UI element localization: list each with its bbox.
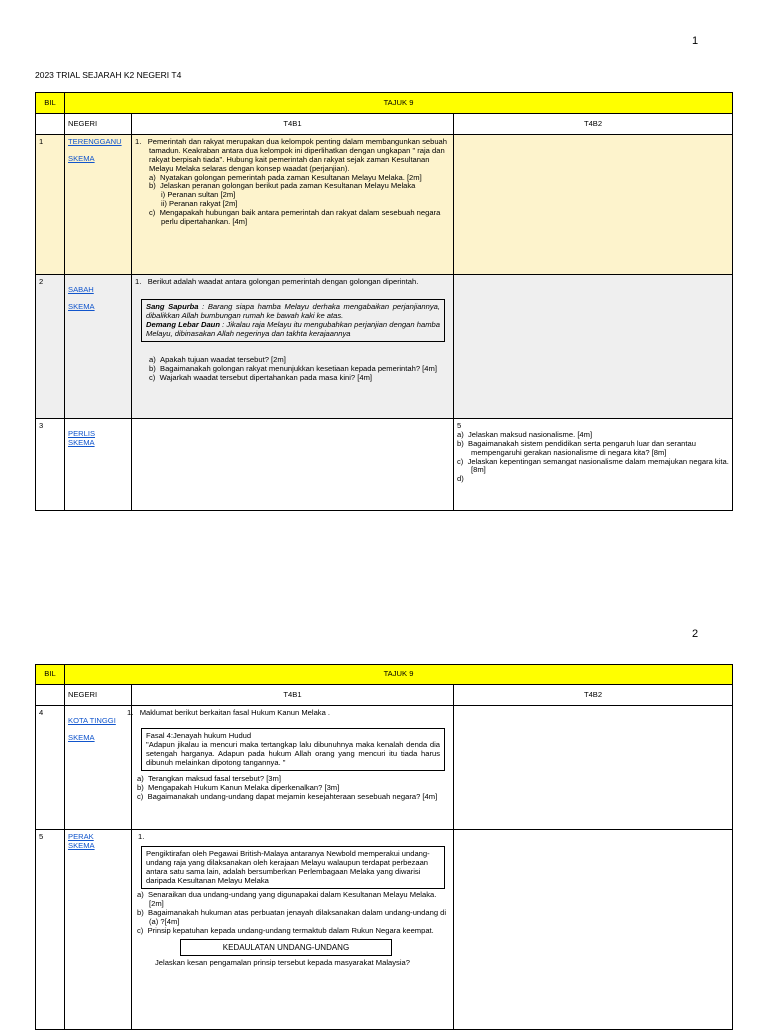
question-number: 1. [135, 137, 142, 146]
part-label: a) [457, 429, 464, 439]
negeri-link-sabah[interactable]: SABAH [68, 285, 94, 294]
part-label: c) [137, 925, 144, 935]
part-label: a) [137, 774, 144, 784]
question-number: 5 [457, 421, 462, 430]
header-negeri: NEGERI [65, 685, 132, 706]
tajuk-table-page2 [35, 664, 733, 1030]
part-text: Terangkan maksud fasal tersebut? [3m] [148, 774, 281, 784]
negeri-link-perlis[interactable]: PERLIS [68, 429, 96, 438]
negeri-cell [65, 135, 132, 275]
page-number: 2 [692, 628, 699, 640]
part-text: Senaraikan dua undang-undang yang digunapakai dalam Kesultanan Melayu Melaka.[2m] [148, 890, 437, 909]
fasal-box [141, 728, 445, 772]
header-t4b1: T4B1 [132, 685, 454, 706]
negeri-link-terengganu[interactable]: TERENGGANU [68, 137, 122, 146]
part-text: Mengapakah hubungan baik antara pemerintah dan rakyat dalam sesebuah negara perlu dipertahankan. [4m] [159, 208, 441, 226]
part-text: Jelaskan kepentingan semangat nasionalisme dalam memajukan negara kita. [8m] [467, 456, 729, 475]
table-row [36, 419, 733, 511]
pengiktirafan-box: Pengiktirafan oleh Pegawai British-Malaya antaranya Newbold memperakui undang-undang raja yang dilaksanakan oleh kerajaan Melayu walaupun terdapat perbezaan antara satu sama lain, adalah bersumberkan Perlembagaan Melaka yang diwarisi daripada Kesultanan Melayu Melaka [141, 846, 445, 890]
skema-link-perak[interactable]: SKEMA [68, 840, 95, 850]
row-bil: 1 [36, 135, 65, 275]
fasal-title: Fasal 4:Jenayah hukum Hudud [146, 730, 252, 740]
negeri-link-kota-tinggi[interactable]: KOTA TINGGI [68, 716, 116, 725]
part-text: Bagaimanakah undang-undang dapat mejamin kesejahteraan sesebuah negara? [4m] [147, 792, 438, 802]
skema-link-perlis[interactable]: SKEMA [68, 437, 95, 447]
speaker-quote: : Jikalau raja Melayu itu mengubahkan perjanjian dengan hamba Melayu, dibinasakan Allah negerinya dan takhta kerajaannya [146, 319, 440, 338]
question-number: 1. [135, 277, 142, 286]
sub-part: ii) Peranan rakyat [2m] [161, 199, 238, 209]
part-label: b) [137, 783, 144, 793]
waadat-quote-box [141, 299, 445, 343]
part-text: Bagaimanakah golongan rakyat menunjukkan kesetiaan kepada pemerintah? [4m] [160, 364, 437, 374]
negeri-cell [65, 830, 132, 1030]
part-label: c) [457, 456, 464, 466]
question-text: Maklumat berikut berkaitan fasal Hukum Kanun Melaka . [139, 708, 331, 717]
part-label: b) [137, 908, 144, 918]
t4b1-cell [132, 419, 454, 511]
negeri-link-perak[interactable]: PERAK [68, 832, 94, 841]
part-text: Jelaskan maksud nasionalisme. [4m] [468, 429, 593, 439]
part-text: Nyatakan golongan pemerintah pada zaman Kesultanan Melayu Melaka. [2m] [160, 172, 422, 182]
header-bil: BIL [36, 665, 65, 685]
kedaulatan-box: KEDAULATAN UNDANG-UNDANG [180, 939, 392, 956]
speaker-name: Sang Sapurba [146, 301, 199, 311]
table-row [36, 706, 733, 830]
page-number: 1 [692, 35, 699, 47]
part-label: a) [149, 355, 156, 365]
header-t4b2: T4B2 [454, 114, 733, 135]
part-text: Apakah tujuan waadat tersebut? [2m] [160, 355, 286, 365]
table-row [36, 135, 733, 275]
negeri-cell [65, 275, 132, 419]
row-bil: 3 [36, 419, 65, 511]
skema-link-kota-tinggi[interactable]: SKEMA [68, 732, 95, 742]
question-text: Pemerintah dan rakyat merupakan dua kelompok penting dalam membangunkan sebuah tamadun. Keakraban antara dua kelompok ini diperlihatkan dengan ungkapan " raja dan rakyat berpisah tiada". Hubung kait pemerintah dan rakyat sejak zaman Kesultanan Melayu Melaka selaras dengan konsep waadat (perjanjian). [147, 137, 447, 173]
header-t4b2: T4B2 [454, 685, 733, 706]
t4b2-cell [454, 135, 733, 275]
final-question: Jelaskan kesan pengamalan prinsip tersebut kepada masyarakat Malaysia? [155, 958, 410, 968]
document-title: 2023 TRIAL SEJARAH K2 NEGERI T4 [35, 70, 182, 80]
sub-part: i) Peranan sultan [2m] [161, 190, 236, 200]
part-label: a) [149, 172, 156, 182]
skema-link-terengganu[interactable]: SKEMA [68, 153, 95, 163]
tajuk-table-page1 [35, 92, 733, 511]
part-text: Jelaskan peranan golongan berikut pada zaman Kesultanan Melayu Melaka [160, 181, 416, 191]
question-number: 1. [138, 832, 145, 841]
t4b1-cell [132, 135, 454, 275]
part-label: c) [137, 792, 144, 802]
t4b2-cell [454, 275, 733, 419]
table-row [36, 275, 733, 419]
fasal-text: "Adapun jikalau ia mencuri maka tertangkap lalu dibunuhnya maka kenalah denda dia setengah harganya. Adapun pada hukum Allah orang yang mencuri itu tiada harus dibunuh melainkan dipotong tangannya. " [146, 739, 440, 767]
part-label: d) [457, 474, 464, 484]
header-tajuk: TAJUK 9 [65, 93, 733, 114]
skema-link-sabah[interactable]: SKEMA [68, 301, 95, 311]
header-negeri: NEGERI [65, 114, 132, 135]
part-text: Bagaimanakah sistem pendidikan serta pengaruh luar dan serantau mempengaruhi gerakan nasionalisme di negara kita? [8m] [468, 438, 696, 457]
part-label: b) [457, 438, 464, 448]
t4b2-cell [454, 419, 733, 511]
part-label: a) [137, 890, 144, 900]
part-label: b) [149, 364, 156, 374]
part-text: Prinsip kepatuhan kepada undang-undang termaktub dalam Rukun Negara keempat. [147, 925, 434, 935]
header-t4b1: T4B1 [132, 114, 454, 135]
t4b2-cell [454, 706, 733, 830]
negeri-cell [65, 706, 132, 830]
table-row [36, 830, 733, 1030]
part-text: Wajarkah waadat tersebut dipertahankan pada masa kini? [4m] [159, 373, 373, 383]
header-blank [36, 114, 65, 135]
part-label: c) [149, 208, 156, 217]
t4b1-cell [132, 830, 454, 1030]
header-blank [36, 685, 65, 706]
part-text: Bagaimanakah hukuman atas perbuatan jenayah dilaksanakan dalam undang-undang di (a) ?[4m] [148, 908, 447, 926]
part-label: b) [149, 181, 156, 191]
header-tajuk: TAJUK 9 [65, 665, 733, 685]
t4b2-cell [454, 830, 733, 1030]
t4b1-cell [132, 275, 454, 419]
question-number: 1. [127, 708, 134, 717]
t4b1-cell [127, 706, 454, 830]
part-text: Mengapakah Hukum Kanun Melaka diperkenalkan? [3m] [148, 783, 340, 793]
header-bil: BIL [36, 93, 65, 114]
negeri-cell [65, 419, 132, 511]
speaker-quote: : Barang siapa hamba Melayu derhaka mengabaikan perjanjiannya, dibalikkan Allah bumbungan rumah ke bawah kaki ke atas. [146, 301, 440, 320]
row-bil: 2 [36, 275, 65, 419]
row-bil: 4 [36, 706, 65, 830]
speaker-name: Demang Lebar Daun [146, 319, 220, 329]
question-text: Berikut adalah waadat antara golongan pemerintah dengan golongan diperintah. [147, 277, 419, 286]
row-bil: 5 [36, 830, 65, 1030]
part-label: c) [149, 373, 156, 383]
